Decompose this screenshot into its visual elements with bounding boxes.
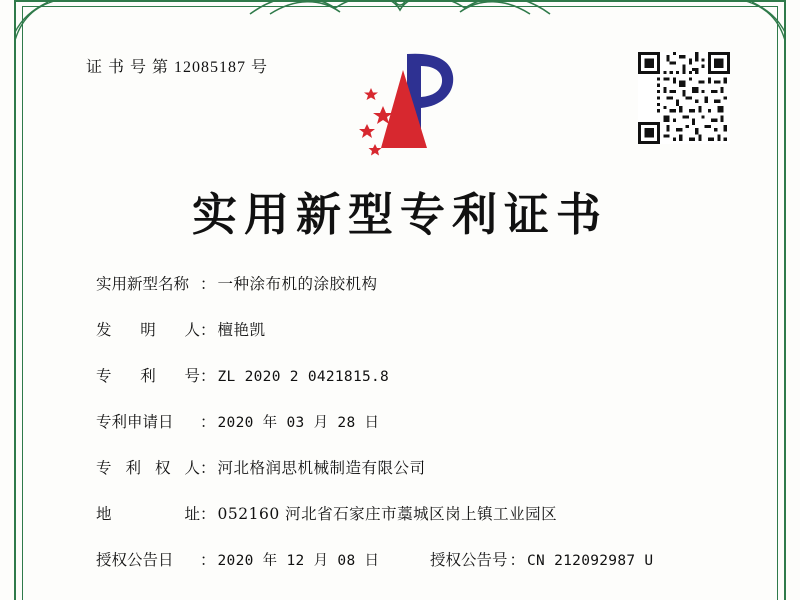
label-char: 址 [184, 505, 200, 523]
grant-announcement-row [96, 548, 720, 570]
label-char: 专 [96, 367, 112, 385]
field-colon: ： [200, 552, 216, 569]
field-label: 授权公告号 [430, 552, 508, 569]
field-value: CN 212092987 U [527, 553, 654, 569]
top-ornament [240, 0, 560, 16]
field-address [96, 502, 720, 524]
field-colon: ： [200, 505, 216, 523]
field-label [96, 502, 200, 524]
field-label [96, 456, 200, 478]
label-char: 号 [184, 367, 200, 385]
label-char: 地 [96, 505, 112, 523]
field-colon: ： [509, 552, 526, 569]
field-label: 实用新型名称 [96, 275, 190, 293]
field-grant-number [426, 548, 653, 570]
qr-code [638, 52, 730, 144]
label-char: 利 [125, 459, 141, 477]
field-colon: ： [200, 413, 216, 431]
field-utility-model-name [96, 272, 720, 294]
field-patentee [96, 456, 720, 478]
field-inventor [96, 318, 720, 340]
label-char: 发 [96, 321, 112, 339]
label-char: 专 [96, 459, 112, 477]
label-char: 明 [140, 321, 156, 339]
patent-office-emblem-icon [345, 48, 465, 158]
label-char: 人 [184, 321, 200, 339]
field-value: 河北格润思机械制造有限公司 [217, 459, 426, 477]
field-patent-number [96, 364, 720, 386]
field-label: 专利申请日 [96, 413, 174, 431]
label-char: 权 [154, 459, 171, 477]
corner-ornament-left [14, 0, 60, 46]
field-list [96, 272, 720, 570]
field-colon: ： [200, 321, 216, 339]
field-colon: ： [200, 459, 216, 477]
field-application-date [96, 410, 720, 432]
corner-ornament-right [740, 0, 786, 46]
field-label [96, 364, 200, 386]
field-value: 2020 年 12 月 08 日 [217, 553, 380, 569]
field-label [96, 318, 200, 340]
field-value: 2020 年 03 月 28 日 [217, 415, 380, 431]
field-value: 052160 河北省石家庄市藁城区岗上镇工业园区 [217, 505, 558, 523]
field-value: ZL 2020 2 0421815.8 [217, 369, 390, 385]
field-colon: ： [200, 367, 216, 385]
field-value: 一种涂布机的涂胶机构 [217, 275, 378, 293]
field-colon: ： [200, 275, 216, 293]
field-label: 授权公告日 [96, 552, 174, 569]
certificate-number: 证 书 号 第 12085187 号 [86, 59, 269, 76]
page-title: 实用新型专利证书 [191, 188, 608, 241]
field-value: 檀艳凯 [217, 321, 266, 339]
field-grant-date [96, 548, 426, 570]
label-char: 利 [140, 367, 156, 385]
label-char: 人 [184, 459, 200, 477]
